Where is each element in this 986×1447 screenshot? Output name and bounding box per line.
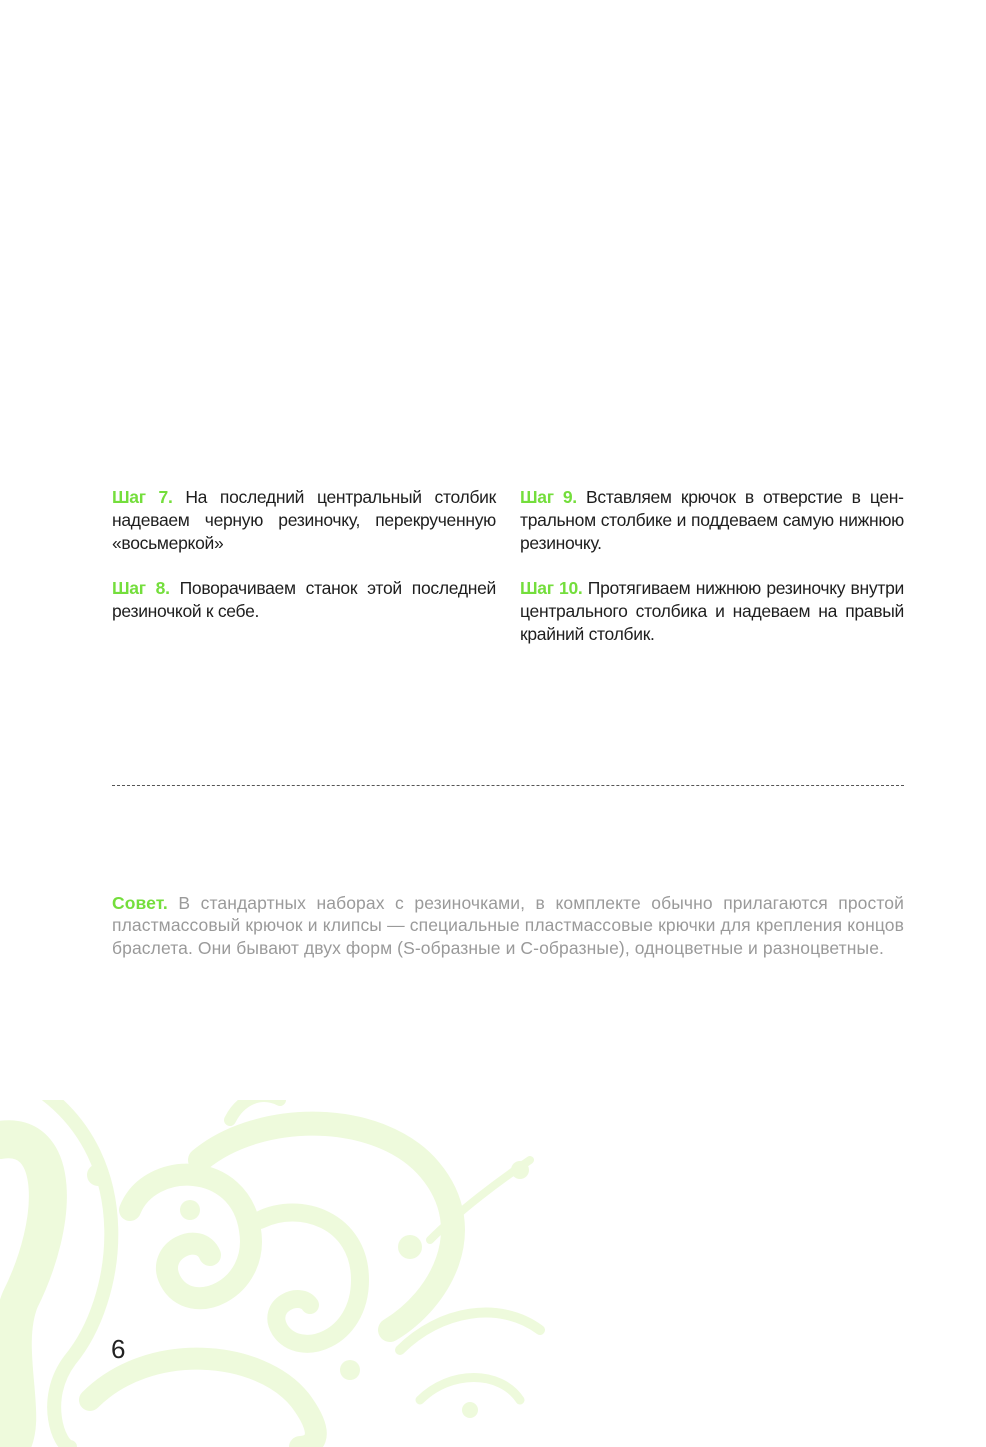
step-label: Шаг 9. — [520, 487, 577, 507]
dashed-divider — [112, 785, 904, 786]
step-text: На последний центральный столбик надеваем черную резиночку, перекрученную «восьмеркой» — [112, 487, 497, 553]
page-number: 6 — [111, 1334, 126, 1364]
step-text: Протягиваем нижнюю резиночку внутри центрального столбика и надеваем на правый крайний столбик. — [520, 578, 904, 644]
steps-section — [112, 486, 904, 668]
floral-ornament-icon — [0, 1100, 560, 1447]
step-label: Шаг 7. — [112, 487, 173, 507]
step-text: Вставляем крючок в отверстие в центральном столбике и поддеваем самую нижнюю резиночку. — [520, 487, 904, 553]
step-label: Шаг 8. — [112, 578, 170, 598]
steps-column-right — [520, 486, 904, 668]
step-7 — [112, 486, 496, 555]
tip-paragraph — [112, 892, 904, 960]
step-8 — [112, 577, 496, 623]
steps-column-left — [112, 486, 496, 668]
step-label: Шаг 10. — [520, 578, 583, 598]
tip-text: В стандартных наборах с резиночками, в комплекте обычно прилагаются простой пластмассовый крючок и клипсы — специальные пластмассовые крючки для крепления концов браслета. Они бывают двух форм (S-образные и С-образные), одноцветные и разноцветные. — [112, 892, 904, 958]
step-10 — [520, 577, 904, 646]
tip-label: Совет. — [112, 892, 168, 913]
step-text: Поворачиваем станок этой последней резиночкой к себе. — [112, 578, 496, 621]
step-9 — [520, 486, 904, 555]
